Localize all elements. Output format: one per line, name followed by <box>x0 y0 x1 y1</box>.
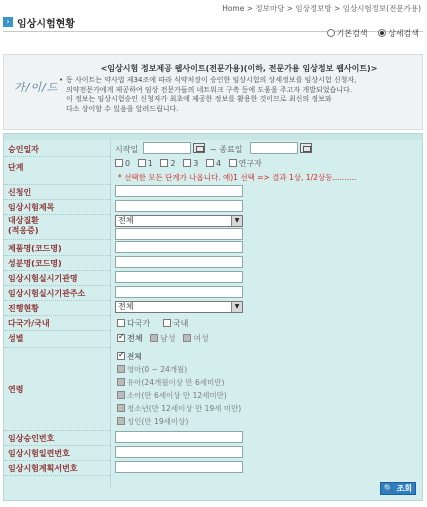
disease-label: 대상질환 (적응증) <box>8 216 39 235</box>
basic-search-radio[interactable]: 기본검색 <box>327 29 368 38</box>
detail-search-radio[interactable]: 상세검색 <box>378 29 419 38</box>
phase-investigator-checkbox[interactable]: 연구자 <box>229 159 262 168</box>
sex-male-checkbox[interactable]: 남성 <box>150 334 175 343</box>
checkbox-icon <box>206 159 214 167</box>
end-date-label: ~ 종료일 <box>210 145 243 154</box>
plan-no-input[interactable] <box>115 461 243 473</box>
start-date-input[interactable] <box>143 142 191 154</box>
bullet-icon: • <box>59 76 64 84</box>
phase-label: 단계 <box>8 163 24 172</box>
phase-2-checkbox[interactable]: 2 <box>160 159 175 168</box>
row-divider <box>4 315 110 316</box>
age-label: 연령 <box>8 385 24 394</box>
row-divider <box>4 184 110 185</box>
search-icon: 🔍 <box>383 484 394 493</box>
age-all-checkbox[interactable]: ✓전체 <box>117 351 142 362</box>
sex-all-checkbox[interactable]: ✓ 전체 <box>117 334 142 343</box>
phase-0-checkbox[interactable]: 0 <box>115 159 130 168</box>
phase-options <box>115 158 262 169</box>
product-input[interactable] <box>115 241 243 253</box>
age-toddler-checkbox[interactable]: 유아(24개월이상 만 6세미만) <box>117 377 224 388</box>
approval-no-input[interactable] <box>115 431 243 443</box>
status-label: 진행현황 <box>8 304 39 313</box>
trial-title-label: 임상시험제목 <box>8 203 55 212</box>
page-title: 임상시험현황 <box>17 19 75 30</box>
disease-input[interactable] <box>115 228 243 240</box>
checkbox-icon <box>163 319 171 327</box>
site-name-input[interactable] <box>115 271 243 283</box>
row-divider <box>4 300 110 301</box>
dropdown-arrow-icon: ▼ <box>231 216 242 226</box>
site-address-input[interactable] <box>115 286 243 298</box>
checkbox-checked-icon <box>117 334 125 342</box>
checkbox-disabled-icon <box>117 365 125 373</box>
dropdown-arrow-icon: ▼ <box>231 302 242 312</box>
row-divider <box>4 156 110 157</box>
search-mode-toggle <box>319 28 419 39</box>
approval-date-label: 승인일자 <box>8 145 39 154</box>
protocol-no-label: 임상시험일련번호 <box>8 449 70 458</box>
protocol-no-input[interactable] <box>115 446 243 458</box>
checkbox-icon <box>115 159 123 167</box>
applicant-input[interactable] <box>115 185 243 197</box>
multinational-label: 다국가/국내 <box>8 319 50 328</box>
radio-icon <box>327 29 335 37</box>
row-divider <box>4 255 110 256</box>
checkbox-icon <box>229 159 237 167</box>
calendar-icon[interactable] <box>193 143 205 153</box>
status-select[interactable]: 전체 ▼ <box>115 301 243 313</box>
radio-selected-icon <box>378 29 386 37</box>
phase-1-checkbox[interactable]: 1 <box>138 159 153 168</box>
guide-text: • 동 사이트는 약사법 제34조에 따라 식약처장이 승인한 임상시험의 상세정보를 임상시험 신청자, 의약전문가에게 제공하여 임상 전문가들의 네트워크 구축 등에 도움을 주고자 개발되었습니다. 이 정보는 임상시험승인 신청자가 최초에 제공한 정보를 활용한 것이므로 최신의 정보와 다소 상이할 수 있음을 알려드립니다. <box>59 76 357 113</box>
start-date-label: 시작일 <box>115 145 139 154</box>
row-divider <box>4 199 110 200</box>
end-date-input[interactable] <box>250 142 298 154</box>
column-divider <box>110 140 111 488</box>
guide-logo: 가/이/드 <box>14 81 59 94</box>
multinational-options <box>117 318 188 329</box>
breadcrumb: Home > 정보마당 > 임상정보방 > 임상시험정보(전문가용) <box>222 4 421 13</box>
multinational-checkbox[interactable]: 다국가 <box>117 319 150 328</box>
approval-no-label: 임상승인번호 <box>8 434 55 443</box>
checkbox-disabled-icon <box>117 391 125 399</box>
trial-title-input[interactable] <box>115 200 243 212</box>
row-divider <box>4 445 110 446</box>
ingredient-label: 성분명(코드명) <box>8 259 62 268</box>
domestic-checkbox[interactable]: 국내 <box>163 319 188 328</box>
age-adult-checkbox[interactable]: 성인(만 19세이상) <box>117 416 188 427</box>
disease-select[interactable]: 전체 ▼ <box>115 215 243 227</box>
site-address-label: 임상시험실시기관주소 <box>8 289 86 298</box>
arrow-icon: › <box>3 17 13 27</box>
row-divider <box>4 239 110 240</box>
row-divider <box>4 270 110 271</box>
age-child-checkbox[interactable]: 소아(만 6세이상 만 12세미만) <box>117 390 227 401</box>
guide-title: <임상시험 정보제공 웹사이트(전문가용)(이하, 전문가용 임상정보 웹사이트)> <box>100 64 378 73</box>
sex-options <box>117 333 209 344</box>
checkbox-icon <box>138 159 146 167</box>
row-divider <box>4 475 110 476</box>
age-infant-checkbox[interactable]: 영아(0 ~ 24개월) <box>117 364 187 375</box>
form-top-bar <box>4 134 422 140</box>
site-name-label: 임상시험실시기관명 <box>8 274 78 283</box>
row-divider <box>4 430 110 431</box>
applicant-label: 신청인 <box>8 188 32 197</box>
guide-box <box>3 54 423 130</box>
row-divider <box>4 460 110 461</box>
phase-3-checkbox[interactable]: 3 <box>183 159 198 168</box>
row-divider <box>4 214 110 215</box>
phase-4-checkbox[interactable]: 4 <box>206 159 221 168</box>
plan-no-label: 임상시험계획서번호 <box>8 464 78 473</box>
checkbox-checked-icon <box>117 352 125 360</box>
phase-warning: * 선택한 모든 단계가 나옵니다. 예)1 선택 => 결과 1상, 1/2상등.......... <box>118 173 357 182</box>
checkbox-disabled-icon <box>117 404 125 412</box>
search-button[interactable]: 🔍 조회 <box>380 482 416 495</box>
checkbox-disabled-icon <box>117 417 125 425</box>
row-divider <box>4 330 110 331</box>
product-label: 제품명(코드명) <box>8 244 62 253</box>
checkbox-disabled-icon <box>150 334 158 342</box>
row-divider <box>4 347 110 348</box>
checkbox-icon <box>183 159 191 167</box>
checkbox-disabled-icon <box>117 378 125 386</box>
age-adolescent-checkbox[interactable]: 청소년(만 12세이상 만 19세 미만) <box>117 403 241 414</box>
sex-female-checkbox[interactable]: 여성 <box>183 334 208 343</box>
calendar-icon[interactable] <box>300 143 312 153</box>
search-form <box>3 133 423 501</box>
checkbox-icon <box>160 159 168 167</box>
row-divider <box>4 285 110 286</box>
sex-label: 성별 <box>8 334 24 343</box>
checkbox-disabled-icon <box>183 334 191 342</box>
checkbox-icon <box>117 319 125 327</box>
ingredient-input[interactable] <box>115 256 243 268</box>
